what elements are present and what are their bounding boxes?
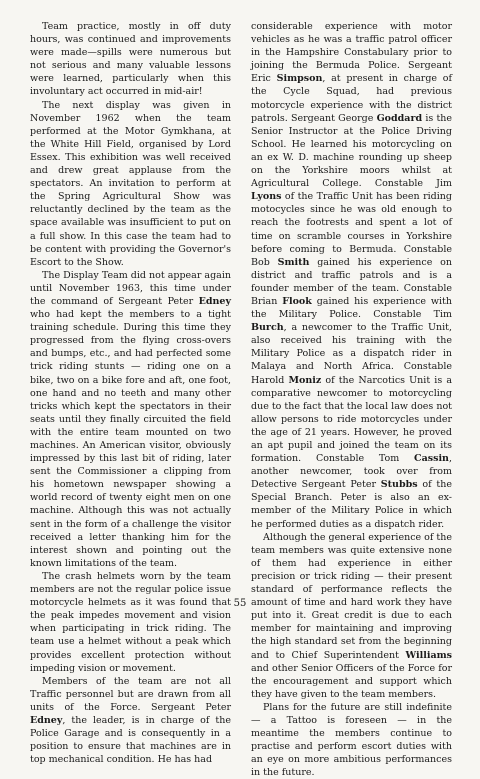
bold-name: Smith xyxy=(277,256,310,268)
text-run: Plans for the future are still indefinite — a Tattoo is foreseen — in the meantime the members continue to practise and perform escort duties with an eye on more ambitious performances in the future. xyxy=(251,701,452,779)
bold-name: Cassin xyxy=(414,453,449,465)
text-columns xyxy=(30,20,452,779)
paragraph xyxy=(251,701,452,779)
paragraph xyxy=(30,20,231,99)
text-run: considerable experience with motor vehicles as he was a traffic patrol officer in the Hampshire Constabulary prior to joining the Bermuda Police. Sergeant Eric xyxy=(251,21,452,85)
text-run: Members of the team are not all Traffic personnel but are drawn from all units of the Force. Sergeant Peter xyxy=(30,675,231,713)
text-run: of the Narcotics Unit is a comparative newcomer to motorcycling due to the fact that the local law does not allow persons to ride motorcycles under the age of 21 years. However, he proved an apt pupil and joined the team on its formation. Constable Tom xyxy=(251,374,452,465)
bold-name: Simpson xyxy=(276,73,323,85)
bold-name: Lyons xyxy=(251,191,282,203)
paragraph xyxy=(30,99,231,269)
text-run: gained his experience with the Military Police. Constable Tim xyxy=(251,295,452,321)
bold-name: Burch xyxy=(251,322,284,334)
text-run: Team practice, mostly in off duty hours, was continued and improvements were made—spills were numerous but not serious and many valuable lessons were learned, particularly when this involuntary act occurred in mid-air! xyxy=(30,21,231,98)
bold-name: Stubbs xyxy=(380,479,418,491)
text-run: and other Senior Officers of the Force for the encouragement and support which they have given to the team members. xyxy=(251,662,452,700)
bold-name: Williams xyxy=(405,649,452,661)
text-run: who had kept the members to a tight training schedule. During this time they progressed from the flying cross-overs and bumps, etc., and had perfected some trick riding stunts — riding one on a bike, two on a bike fore and aft, one foot, one hand and no teeth and many other tricks which kept the spectators in their seats until they finally circuited the field with the entire team mounted on two machines. An American visitor, obviously impressed by this last bit of riding, later sent the Commissioner a clipping from his hometown newspaper showing a world record of twenty eight men on one machine. Although this was not actually sent in the form of a challenge the visitor received a letter thanking him for the interest shown and pointing out the known limitations of the team. xyxy=(30,309,231,569)
text-run: of the Traffic Unit has been riding motocycles since he was old enough to reach the footrests and spent a lot of time on scramble courses in Yorkshire before coming to Bermuda. Constable Bob xyxy=(251,191,452,268)
text-run: The next display was given in November 1962 when the team performed at the Motor Gymkhana, at the White Hill Field, organised by Lord Essex. This exhibition was well received and drew great applause from the spectators. An invitation to perform at the Spring Agricultural Show was reluctantly declined by the team as the space available was insufficient to put on a full show. In this case the team had to be content with providing the Governor's Escort to the Show. xyxy=(30,99,231,268)
bold-name: Edney xyxy=(30,714,63,726)
text-run: is the Senior Instructor at the Police Driving School. He learned his motorcycling on an ex W. D. machine rounding up sheep on the Yorkshire moors whilst at Agricultural College. Constable Jim xyxy=(251,112,453,190)
paragraph xyxy=(30,570,231,675)
text-run: The Display Team did not appear again until November 1963, this time under the command of Sergeant Peter xyxy=(30,269,231,307)
left-column xyxy=(30,20,231,779)
paragraph xyxy=(251,20,452,531)
bold-name: Moniz xyxy=(288,374,322,386)
text-run: The crash helmets worn by the team members are not the regular police issue motorcycle helmets as it was found that the peak impedes movement and vision when participating in trick riding. The team use a helmet without a peak which provides excellent protection without impeding vision or movement. xyxy=(30,570,231,674)
page-number: 55 xyxy=(233,598,247,609)
text-run: , at present in charge of the Cycle Squad, had previous motorcycle experience with the district patrols. Sergeant George xyxy=(251,73,452,124)
text-run: , a newcomer to the Traffic Unit, also received his training with the Military Police as a dispatch rider in Malaya and North Africa. Constable Harold xyxy=(251,322,452,386)
text-run: , the leader, is in charge of the Police Garage and is consequently in a position to ensure that machines are in top mechanical condition. He has had xyxy=(30,714,231,766)
bold-name: Edney xyxy=(198,295,231,307)
bold-name: Goddard xyxy=(376,112,423,124)
right-column xyxy=(251,20,452,779)
text-run: of the Special Branch. Peter is also an ex-member of the Military Police in which he performed duties as a dispatch rider. xyxy=(251,479,452,530)
text-run: Although the general experience of the team members was quite extensive none of them had experience in either precision or trick riding — their present standard of performance reflects the amount of time and hard work they have put into it. Great credit is due to each member for maintaining and improving the high standard set from the beginning and to Chief Superintendent xyxy=(251,531,452,661)
bold-name: Flook xyxy=(282,295,312,307)
text-run: gained his experience on district and traffic patrols and is a founder member of the team. Constable Brian xyxy=(251,256,452,307)
paragraph xyxy=(30,269,231,570)
paragraph xyxy=(30,675,231,767)
paragraph xyxy=(251,531,452,701)
text-run: , another newcomer, took over from Detective Sergeant Peter xyxy=(251,453,452,491)
